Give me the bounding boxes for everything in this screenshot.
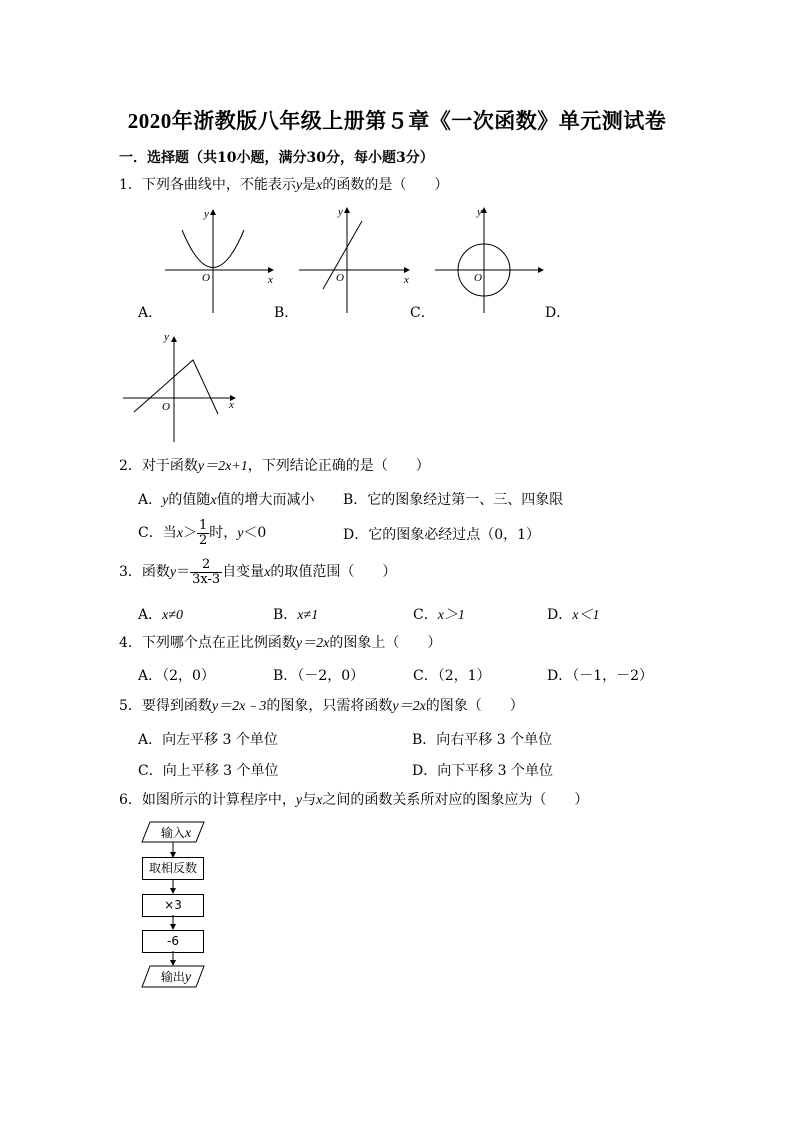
graph-b-line [296,203,416,315]
q2-c-numerator: 1 [198,517,208,533]
q4-suffix: 的图象上（ ） [329,635,442,651]
q3-b-letter: B． [273,607,298,623]
q2-c-var-x: x [176,526,183,541]
q2-function: y＝2x+1 [197,459,248,474]
q3-d-expr: x＜1 [572,608,600,623]
q3-option-b[interactable] [273,604,318,624]
q1-option-a[interactable]: A． [138,305,163,321]
flow-step-multiply: ×3 [142,894,204,917]
q6-suffix: 之间的函数关系所对应的图象应为（ ） [322,792,589,808]
q5-option-c[interactable]: C．向上平移 3 个单位 [138,763,279,779]
q3-denominator: 3x-3 [192,571,221,587]
q3-option-c[interactable] [413,604,465,624]
q4-function: y＝2x [295,636,330,651]
graph-d-x-label: x [229,399,234,411]
graph-c-origin-label: O [474,272,482,284]
q3-fraction [190,558,222,587]
q3-numerator: 2 [190,558,222,573]
q2-suffix: ，下列结论正确的是（ ） [247,458,430,474]
flow-output-label: 输出 [160,970,185,984]
q2-c-fraction [197,519,209,548]
q6-var-y: y [295,793,303,808]
question-1 [119,176,448,195]
q2-a-var-x: x [210,493,217,508]
flow-input [146,823,206,843]
q4-prefix: 4．下列哪个点在正比例函数 [119,635,296,651]
q6-prefix: 6．如图所示的计算程序中， [119,792,296,808]
graph-a-y-label: y [204,208,209,220]
graph-a-origin-label: O [202,272,210,284]
graph-a-parabola [160,205,280,315]
q1-option-d[interactable]: D． [545,305,571,321]
q2-c-var-y: y [237,526,244,541]
flow-output-var: y [184,970,192,985]
q5-function-1: y＝2x﹣3 [211,699,267,714]
q5-option-b[interactable]: B．向右平移 3 个单位 [412,732,553,748]
q1-var-x: x [316,178,323,193]
question-5 [119,697,524,716]
q2-option-c[interactable] [138,515,266,551]
question-4 [119,634,441,653]
q6-var-x: x [316,793,323,808]
graph-d-peak [118,328,243,444]
q3-d-letter: D． [547,607,573,623]
flow-output [146,967,206,987]
q6-mid: 与 [302,792,317,808]
graph-c-circle [432,203,552,315]
q1-var-y: y [295,178,303,193]
q3-text1: 自变量 [222,564,265,580]
q2-a-var-y: y [162,493,169,508]
graph-b-origin-label: O [336,272,344,284]
q2-a-text1: 的值随 [168,492,211,508]
q1-mid: 是 [302,177,317,193]
q2-option-a[interactable] [138,489,315,509]
q2-c-letter: C．当 [138,525,177,541]
q2-c-denominator: 2 [198,532,208,548]
q5-suffix: 的图象（ ） [425,698,524,714]
question-3 [119,554,396,590]
q2-c-text: 时， [209,525,238,541]
q3-text2: 的取值范围（ ） [270,564,397,580]
q5-option-a[interactable]: A．向左平移 3 个单位 [138,732,278,748]
flow-step-subtract: -6 [142,930,204,953]
q2-a-text2: 值的增大而减小 [216,492,315,508]
q3-var-x: x [264,565,271,580]
q3-a-letter: A． [138,607,163,623]
flow-step-negate: 取相反数 [142,857,204,880]
q2-c-gt: ＞ [182,525,197,541]
q3-a-expr: x≠0 [162,608,184,623]
graph-a-x-label: x [268,274,273,286]
q3-var-y: y [169,565,177,580]
section-heading: 一．选择题（共10小题，满分30分，每小题3分） [119,150,434,166]
q4-option-c[interactable]: C．（2，1） [413,668,491,684]
q5-function-2: y＝2x [392,699,426,714]
q2-a-letter: A． [138,492,163,508]
graph-d-origin-label: O [162,401,170,413]
q5-prefix: 5．要得到函数 [119,698,212,714]
flow-input-label: 输入 [160,826,185,840]
q5-mid: 的图象，只需将函数 [266,698,393,714]
q3-c-expr: x＞1 [437,608,465,623]
graph-b-y-label: y [338,206,343,218]
graph-d-y-label: y [164,331,169,343]
graph-b-x-label: x [404,274,409,286]
q1-option-b[interactable]: B． [274,305,299,321]
question-6 [119,791,588,810]
page-title: 2020年浙教版八年级上册第５章《一次函数》单元测试卷 [127,109,667,133]
q3-c-letter: C． [413,607,438,623]
q1-option-c[interactable]: C． [410,305,435,321]
q2-option-d[interactable]: D．它的图象必经过点（0，1） [343,527,541,543]
q4-option-b[interactable]: B．（－2，0） [273,668,365,684]
q1-suffix: 的函数的是（ ） [322,177,449,193]
q4-option-d[interactable]: D．（－1，－2） [547,668,654,684]
q2-c-lt: ＜0 [243,525,267,541]
question-2 [119,457,430,476]
q5-option-d[interactable]: D．向下平移 3 个单位 [412,763,554,779]
q2-option-b[interactable]: B．它的图象经过第一、三、四象限 [343,492,564,508]
q2-prefix: 2．对于函数 [119,458,198,474]
q3-option-d[interactable] [547,604,599,624]
graph-c-y-label: y [477,206,482,218]
q3-prefix: 3．函数 [119,564,170,580]
q3-option-a[interactable] [138,604,183,624]
q1-prefix: 1．下列各曲线中，不能表示 [119,177,296,193]
flow-input-var: x [184,826,192,841]
q4-option-a[interactable]: A．（2，0） [138,668,215,684]
q3-b-expr: x≠1 [297,608,319,623]
q3-eq: ＝ [176,564,191,580]
